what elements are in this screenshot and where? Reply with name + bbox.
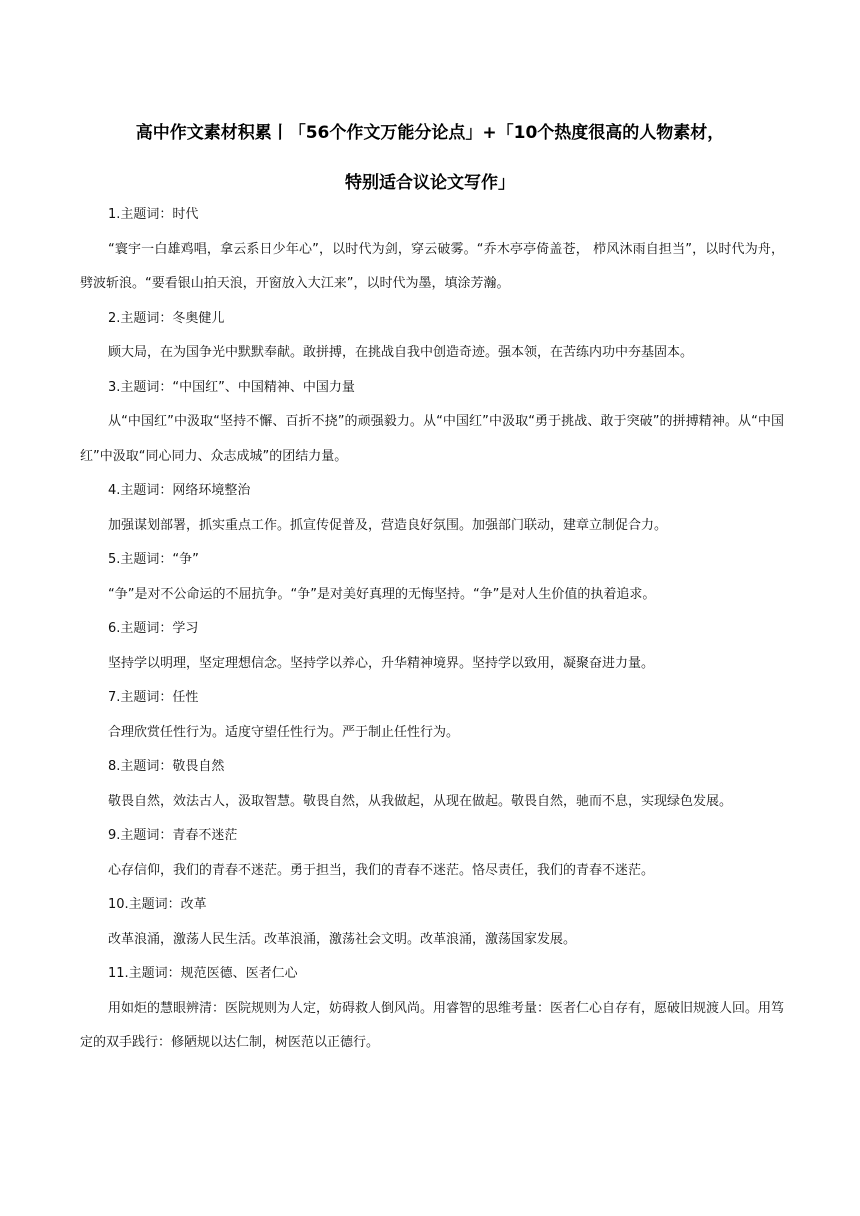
section-11 [80,957,784,1061]
section-8 [80,750,784,819]
section-6 [80,612,784,681]
document-title [80,108,780,208]
section-heading: 8.主题词：敬畏自然 [108,759,225,774]
section-5 [80,543,784,612]
section-heading: 4.主题词：网络环境整治 [108,483,251,498]
document-body [80,198,784,1061]
section-9 [80,819,784,888]
section-text: “寰宇一白雄鸡唱，拿云系日少年心”，以时代为剑，穿云破雾。“乔木亭亭倚盖苍， 栉风沐雨自担当”，以时代为舟，劈波斩浪。“要看银山拍天浪，开窗放入大江来”，以时代为墨，填涂芳瀚。 [80,241,784,291]
section-text: 顾大局，在为国争光中默默奉献。敢拼搏，在挑战自我中创造奇迹。强本领，在苦练内功中夯基固本。 [108,345,694,360]
section-text: 合理欣赏任性行为。适度守望任性行为。严于制止任性行为。 [108,724,460,740]
section-heading: 9.主题词：青春不迷茫 [108,828,238,843]
section-7 [80,681,784,750]
section-text: 用如炬的慧眼辨清：医院规则为人定，妨碍救人倒风尚。用睿智的思维考量：医者仁心自存有，愿破旧规渡人回。用笃定的双手践行：修陋规以达仁制，树医范以正德行。 [80,1000,785,1050]
section-heading: 10.主题词：改革 [108,897,207,912]
section-heading: 6.主题词：学习 [108,621,199,636]
section-4 [80,474,784,543]
section-3 [80,371,784,475]
title-line-2: 特别适合议论文写作」 [345,173,515,193]
title-line-1: 高中作文素材积累丨「56个作文万能分论点」+「10个热度很高的人物素材， [135,123,725,143]
section-heading: 1.主题词：时代 [108,207,199,222]
section-heading: 2.主题词：冬奥健儿 [108,310,225,326]
section-text: 坚持学以明理，坚定理想信念。坚持学以养心，升华精神境界。坚持学以致用，凝聚奋进力量。 [108,655,655,671]
section-text: 改革浪涌，激荡人民生活。改革浪涌，激荡社会文明。改革浪涌，激荡国家发展。 [108,931,577,947]
section-heading: 5.主题词：“争” [108,552,199,567]
section-1 [80,198,784,302]
section-text: 心存信仰，我们的青春不迷茫。勇于担当，我们的青春不迷茫。恪尽责任，我们的青春不迷茫。 [108,862,655,878]
section-text: 加强谋划部署，抓实重点工作。抓宣传促普及，营造良好氛围。加强部门联动，建章立制促合力。 [108,517,668,533]
section-heading: 3.主题词：“中国红”、中国精神、中国力量 [108,379,355,395]
section-text: 敬畏自然，效法古人，汲取智慧。敬畏自然，从我做起，从现在做起。敬畏自然，驰而不息，实现绿色发展。 [108,793,733,809]
section-heading: 7.主题词：任性 [108,690,199,705]
section-text: “争”是对不公命运的不屈抗争。“争”是对美好真理的无悔坚持。“争”是对人生价值的执着追求。 [108,586,656,602]
section-2 [80,302,784,371]
section-10 [80,888,784,957]
section-text: 从“中国红”中汲取“坚持不懈、百折不挠”的顽强毅力。从“中国红”中汲取“勇于挑战、敢于突破”的拼搏精神。从“中国红”中汲取“同心同力、众志成城”的团结力量。 [80,414,784,464]
section-heading: 11.主题词：规范医德、医者仁心 [108,966,298,981]
